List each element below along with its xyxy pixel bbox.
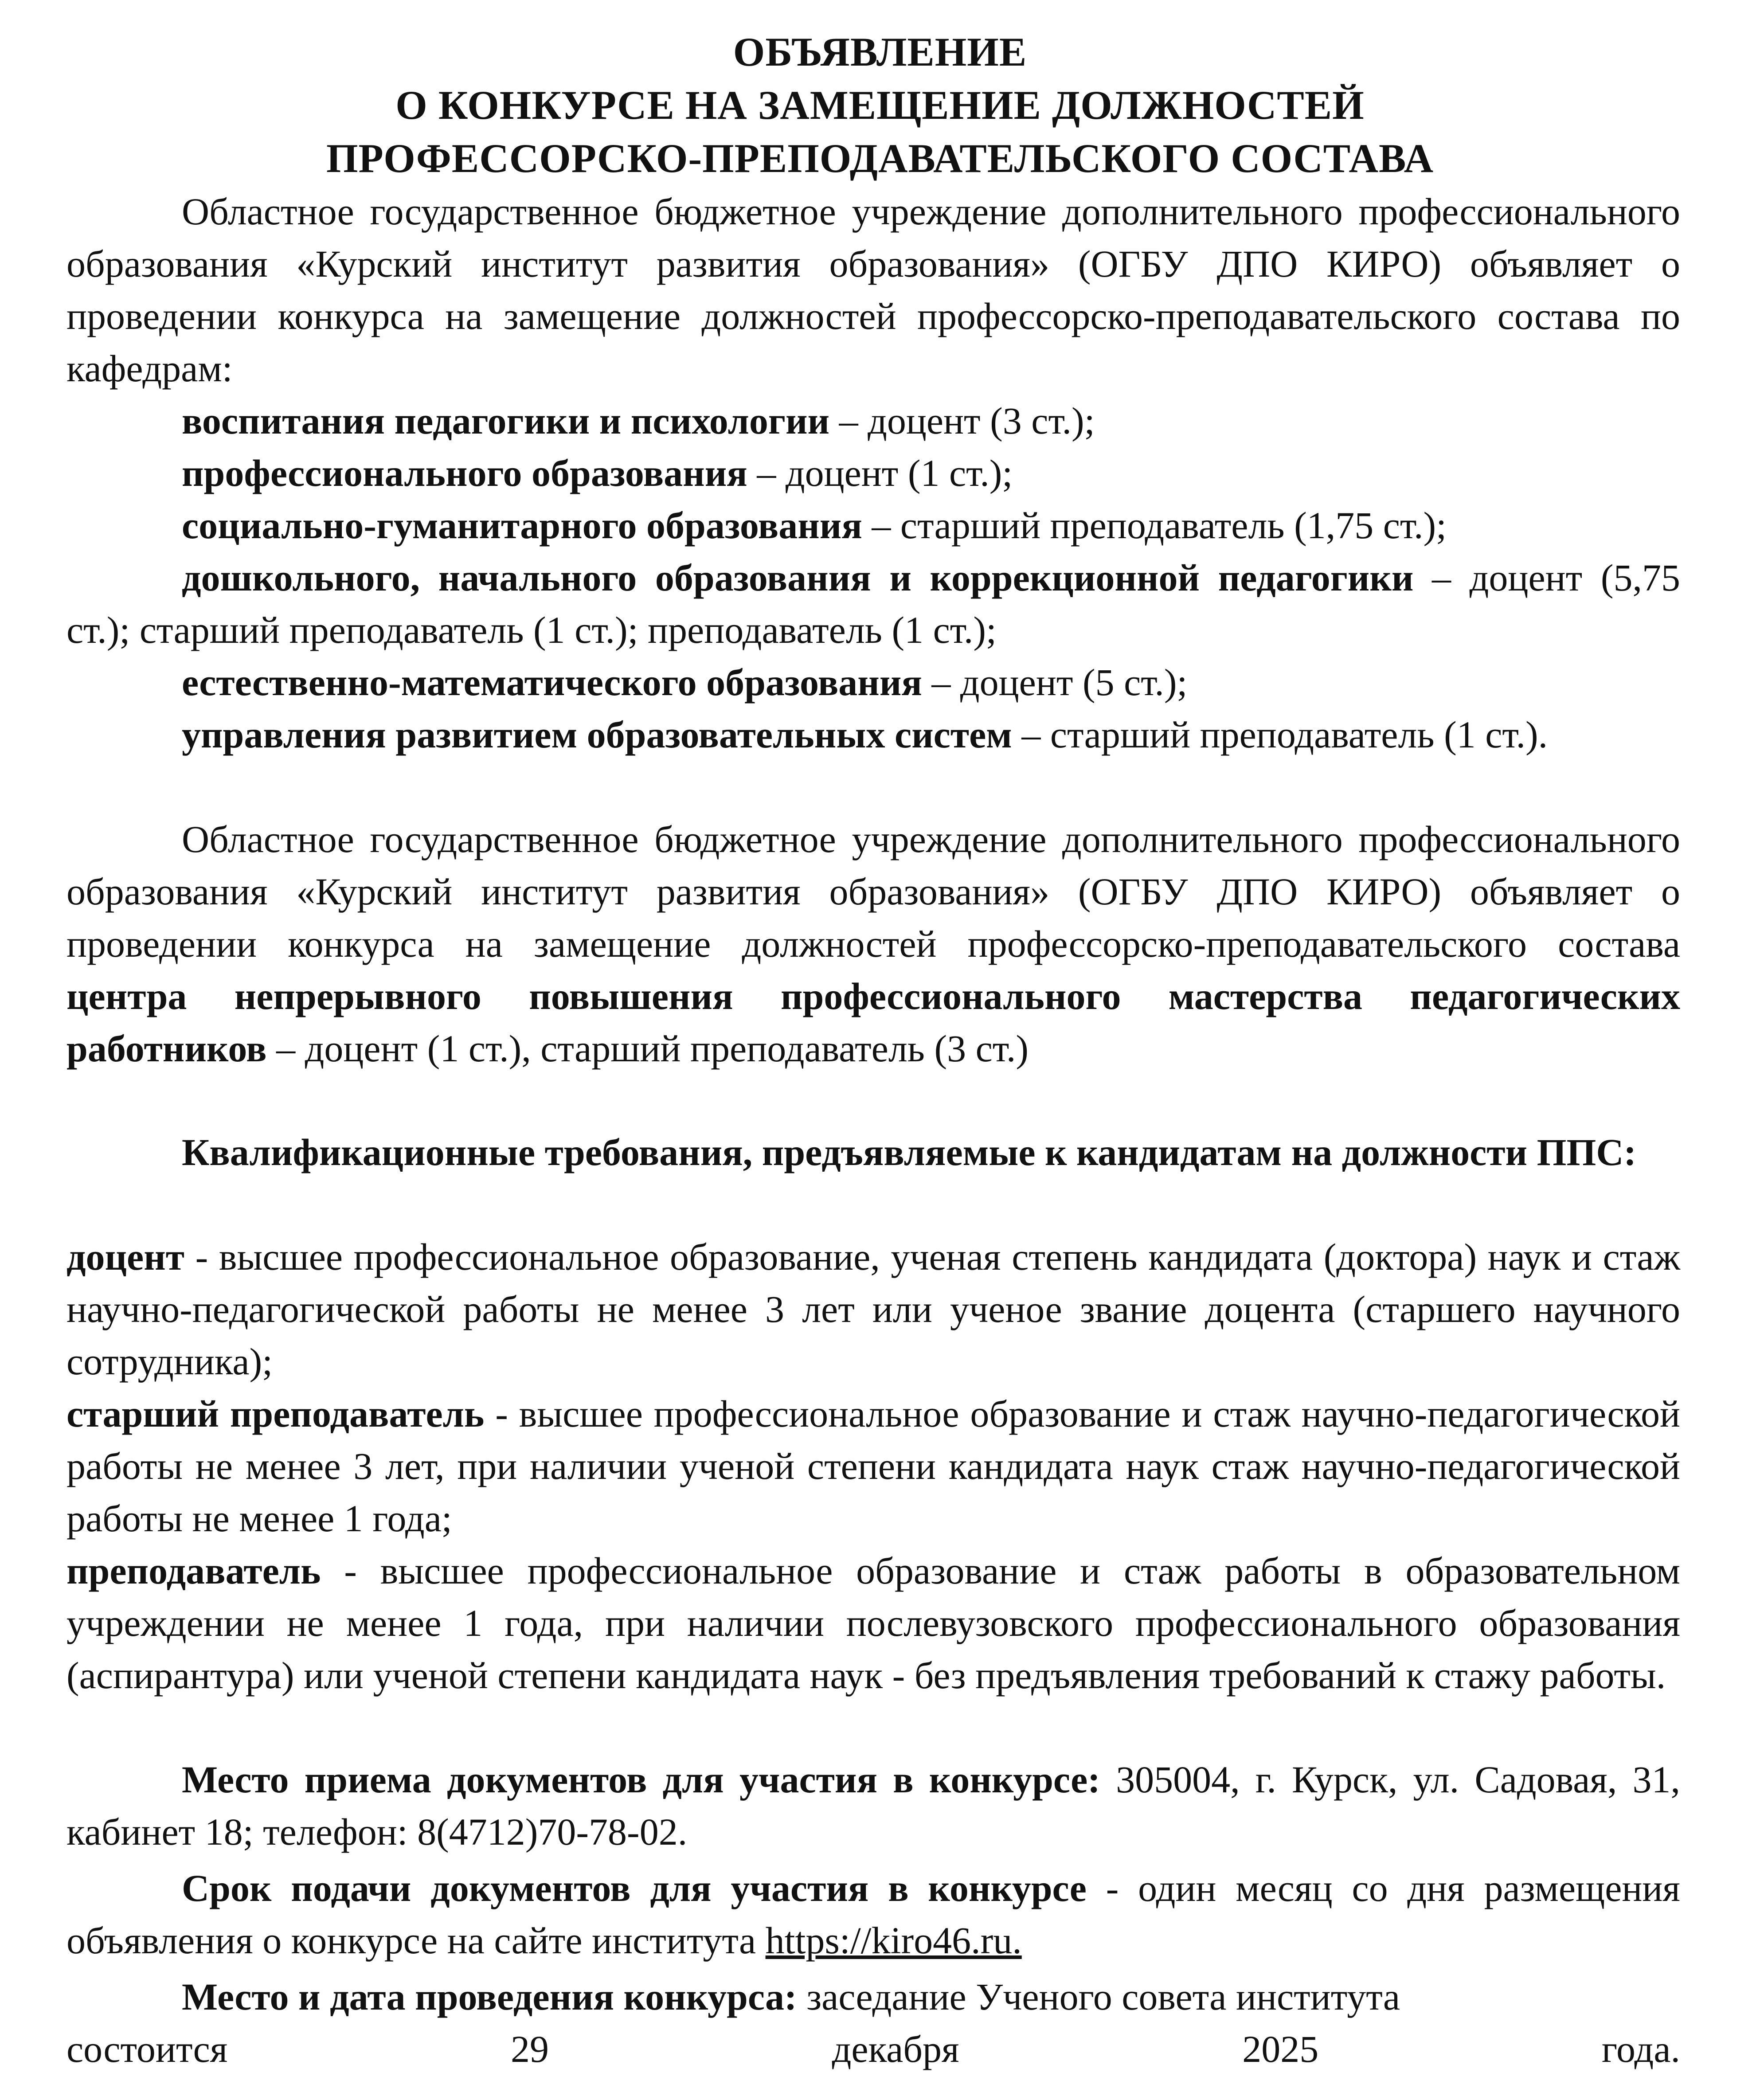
requirement-text: - высшее профессиональное образование и стаж научно-педагогической работы не менее 3 лет, при наличии ученой степени кандидата наук стаж научно-педагогической работы не менее 1 года; [66,1392,1680,1540]
department-positions: – старший преподаватель (1 ст.). [1012,713,1548,756]
venue-date-month: декабря [832,2028,959,2070]
intro-paragraph-2 [66,813,1680,1075]
title-line-1: ОБЪЯВЛЕНИЕ [733,29,1027,74]
submission-place [66,1753,1680,1858]
venue [66,1971,1680,2023]
venue-text: заседание Ученого совета института [797,1975,1400,2018]
department-item [66,708,1680,761]
department-positions: – старший преподаватель (1,75 ст.); [862,504,1447,547]
deadline [66,1862,1680,1967]
department-name: социально-гуманитарного образования [182,504,862,547]
venue-date-word: состоится [66,2028,228,2070]
intro-2-text: Областное государственное бюджетное учреждение дополнительного профессионального образования «Курский институт развития образования» (ОГБУ ДПО КИРО) объявляет о проведении конкурса на замещение должностей профессорско-преподавательского состава [66,818,1680,965]
requirement-item [66,1545,1680,1701]
department-item [66,447,1680,499]
department-positions: – доцент (5 ст.); [922,661,1188,704]
department-positions: – доцент (5,75 ст.); старший преподаватель (1 ст.); преподаватель (1 ст.); [66,556,1680,651]
submission-place-text: 305004, г. Курск, ул. Садовая, 31, кабинет 18; телефон: 8(4712)70-78-02. [66,1758,1680,1853]
department-name: воспитания педагогики и психологии [182,399,830,442]
deadline-label: Срок подачи документов для участия в конкурсе [182,1867,1087,1909]
requirement-item [66,1388,1680,1545]
title-line-2: О КОНКУРСЕ НА ЗАМЕЩЕНИЕ ДОЛЖНОСТЕЙ [395,82,1365,128]
website-link[interactable]: https://kiro46.ru. [765,1919,1022,1962]
requirement-text: - высшее профессиональное образование, ученая степень кандидата (доктора) наук и стаж научно-педагогической работы не менее 3 лет или ученое звание доцента (старшего научного сотрудника); [66,1236,1680,1383]
venue-date-suffix: года. [1601,2028,1680,2070]
department-item [66,656,1680,708]
department-positions: – доцент (3 ст.); [829,399,1095,442]
requirement-role: старший преподаватель [66,1392,485,1435]
venue-date-line [66,2023,1680,2075]
department-name: управления развитием образовательных систем [182,713,1012,756]
venue-date-day: 29 [511,2028,549,2070]
requirement-item [66,1231,1680,1388]
department-item [66,499,1680,551]
venue-label: Место и дата проведения конкурса: [182,1975,797,2018]
department-positions: – доцент (1 ст.); [747,452,1013,494]
title-line-3: ПРОФЕССОРСКО-ПРЕПОДАВАТЕЛЬСКОГО СОСТАВА [326,136,1434,181]
deadline-text: - один месяц со дня размещения объявления о конкурсе на сайте института [66,1867,1680,1962]
center-positions: – доцент (1 ст.), старший преподаватель (3 ст.) [266,1027,1029,1070]
department-item [66,551,1680,656]
requirement-role: доцент [66,1236,185,1278]
submission-place-label: Место приема документов для участия в конкурсе: [182,1758,1100,1801]
department-item [66,395,1680,447]
department-name: профессионального образования [182,452,747,494]
requirement-role: преподаватель [66,1549,321,1592]
center-name: центра непрерывного повышения профессионального мастерства педагогических работников [66,975,1680,1070]
requirement-text: - высшее профессиональное образование и стаж работы в образовательном учреждении не менее 1 года, при наличии послевузовского профессионального образования (аспирантура) или ученой степени кандидата наук - без предъявления требований к стажу работы. [66,1549,1680,1697]
requirements-heading: Квалификационные требования, предъявляемые к кандидатам на должности ППС: [182,1131,1637,1173]
intro-paragraph-1: Областное государственное бюджетное учреждение дополнительного профессионального образования «Курский институт развития образования» (ОГБУ ДПО КИРО) объявляет о проведении конкурса на замещение должностей профессорско-преподавательского состава по кафедрам: [66,190,1680,390]
department-name: дошкольного, начального образования и коррекционной педагогики [182,556,1414,599]
department-name: естественно-математического образования [182,661,922,704]
venue-date-year: 2025 [1242,2028,1319,2070]
